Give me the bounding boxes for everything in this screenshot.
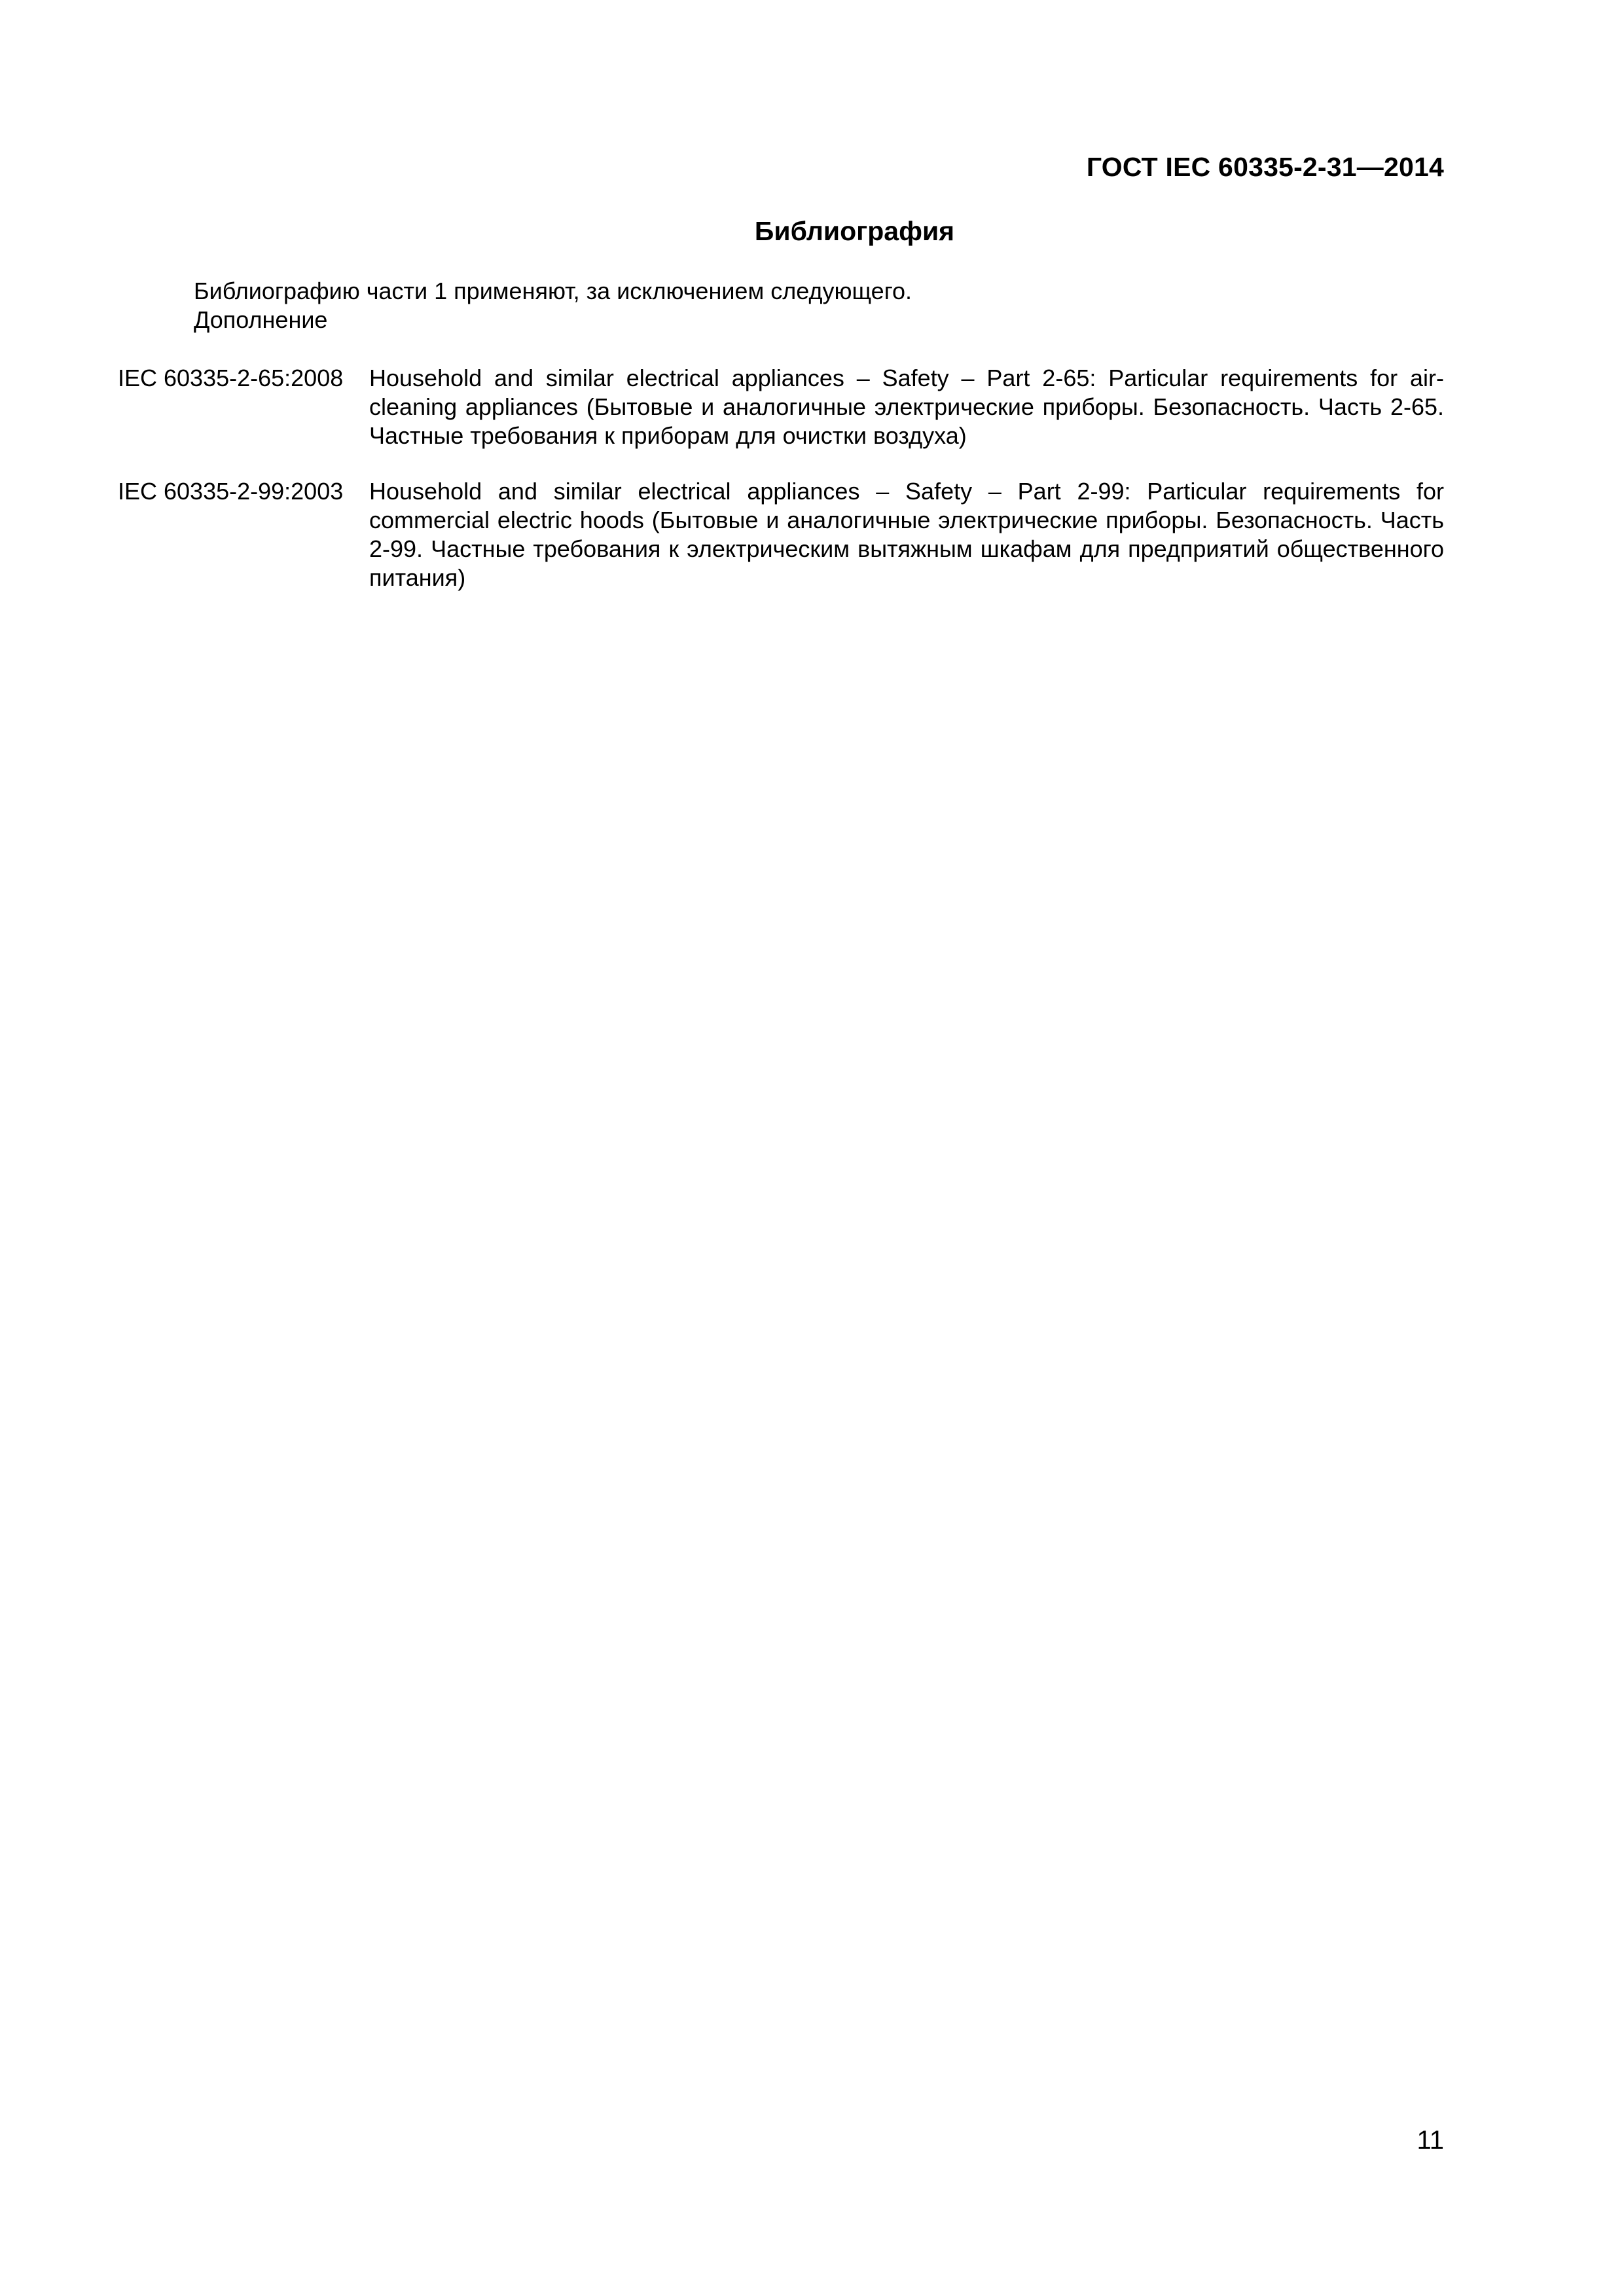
supplement-label: Дополнение (194, 306, 328, 333)
reference-text: Household and similar electrical appliances – Safety – Part 2-65: Particular requirements for air-cleaning appliances (Бытовые и аналогичные электрические приборы. Безопасность. Часть 2-65. Частные требования к приборам для очистки воздуха) (369, 365, 1444, 449)
reference-code: IEC 60335-2-99:2003 (118, 478, 344, 505)
intro-paragraph (194, 277, 912, 334)
bibliography-entry (118, 364, 1444, 450)
reference-text: Household and similar electrical appliances – Safety – Part 2-99: Particular requirements for commercial electric hoods (Бытовые и аналогичные электрические приборы. Безопасность. Часть 2-99. Частные требования к электрическим вытяжным шкафам для предприятий общественного питания) (369, 478, 1444, 591)
bibliography-entry (118, 477, 1444, 592)
reference-code: IEC 60335-2-65:2008 (118, 365, 344, 391)
section-title: Библиография (754, 216, 955, 246)
intro-line: Библиографию части 1 применяют, за исключением следующего. (194, 278, 912, 304)
page-number: 11 (1416, 2126, 1444, 2155)
document-code-header: ГОСТ IEC 60335-2-31—2014 (1086, 152, 1444, 182)
